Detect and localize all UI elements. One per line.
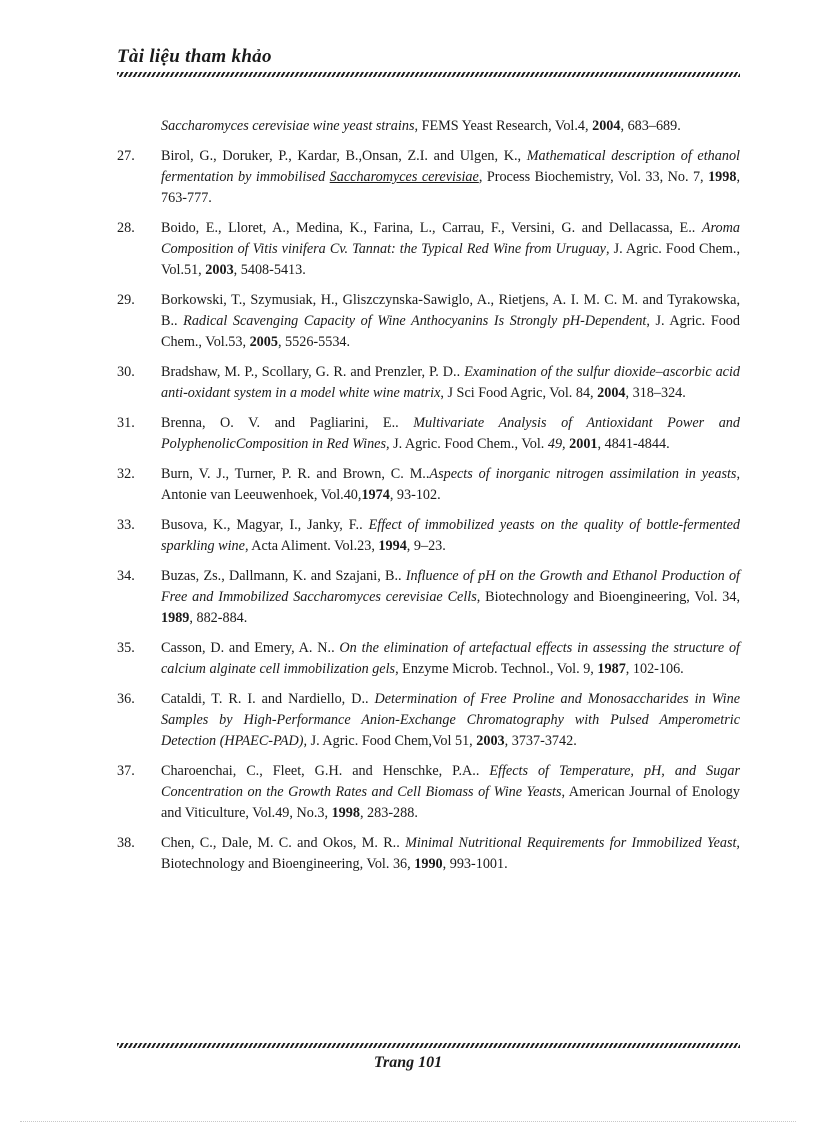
reference-number: 32. [117,466,135,482]
reference-pages: , 9–23. [406,538,446,554]
reference-authors: Borkowski, T., Szymusiak, H., Gliszczynska-Sawiglo, A., Rietjens, A. I. M. C. M. and Tyrakowska, B.. [161,292,740,329]
reference-number: 34. [117,568,135,584]
reference-source: , FEMS Yeast Research, Vol.4, [414,118,593,134]
reference-volume: 49, [547,436,570,452]
reference-year: 2005 [249,334,278,350]
reference-pages: , 93-102. [389,487,441,503]
reference-authors: Cataldi, T. R. I. and Nardiello, D.. [161,691,375,707]
reference-title: Aroma Composition of Vitis vinifera Cv. Tannat: the Typical Red Wine from Uruguay [161,220,740,257]
reference-item [117,146,740,209]
reference-year: 1989 [161,610,190,626]
reference-source: Biotechnology and Bioengineering, Vol. 36, [161,856,415,872]
reference-year: 1987 [597,661,626,677]
reference-pages: , 993-1001. [442,856,508,872]
reference-number: 31. [117,415,135,431]
reference-title: Aspects of inorganic nitrogen assimilation in yeasts [429,466,737,482]
reference-number: 37. [117,763,135,779]
reference-number: 35. [117,640,135,656]
reference-item [117,638,740,680]
reference-title: Mathematical description of ethanol fermentation by immobilised [161,148,740,185]
reference-year: 1990 [414,856,443,872]
reference-item [117,464,740,506]
reference-item [117,218,740,281]
reference-year: 2004 [592,118,621,134]
reference-year: 2003 [476,733,505,749]
reference-authors: Birol, G., Doruker, P., Kardar, B.,Onsan, Z.I. and Ulgen, K., [161,148,527,164]
reference-title: Effect of immobilized yeasts on the quality of bottle-fermented sparkling wine [161,517,740,554]
reference-pages: , 3737-3742. [504,733,577,749]
reference-source: , American Journal of Enology and Viticulture, Vol.49, No.3, [161,784,740,821]
reference-pages: , 5526-5534. [277,334,351,350]
reference-year: 2001 [569,436,598,452]
reference-item [117,290,740,353]
reference-year: 2004 [597,385,626,401]
reference-list [117,116,740,884]
reference-continuation [117,116,740,137]
reference-pages: , 763-777. [161,169,740,206]
reference-pages: , 683–689. [620,118,681,134]
reference-year: 1998 [331,805,360,821]
reference-pages: , 102-106. [625,661,684,677]
reference-pages: , 5408-5413. [233,262,306,278]
reference-item [117,515,740,557]
reference-number: 33. [117,517,135,533]
reference-pages: , 882-884. [189,610,248,626]
reference-title: Effects of Temperature, pH, and Sugar Concentration on the Growth Rates and Cell Biomass of Wine Yeasts [161,763,740,800]
reference-title: Multivariate Analysis of Antioxidant Power and PolyphenolicComposition in Red Wines, [161,415,740,452]
reference-source: , Acta Aliment. Vol.23, [244,538,379,554]
reference-source: , Process Biochemistry, Vol. 33, No. 7, [478,169,709,185]
reference-authors: Chen, C., Dale, M. C. and Okos, M. R.. [161,835,406,851]
page-number: Trang 101 [373,1054,443,1071]
reference-source: , J. Agric. Food Chem., Vol.53, [161,313,740,350]
reference-number: 38. [117,835,135,851]
reference-title-underlined: Saccharomyces cerevisiae [329,169,479,185]
page-header-title: Tài liệu tham khảo [117,46,272,67]
reference-authors: Buzas, Zs., Dallmann, K. and Szajani, B.. [161,568,406,584]
reference-number: 29. [117,292,135,308]
reference-pages: , 318–324. [625,385,686,401]
reference-source: , Biotechnology and Bioengineering, Vol. 34, [476,589,740,605]
header-divider [117,72,740,77]
reference-source: J. Agric. Food Chem., Vol. [389,436,548,452]
reference-number: 30. [117,364,135,380]
reference-year: 2003 [205,262,234,278]
reference-year: 1994 [378,538,407,554]
reference-source: , Enzyme Microb. Technol., Vol. 9, [395,661,598,677]
reference-title: Radical Scavenging Capacity of Wine Anthocyanins Is Strongly pH-Dependent [183,313,647,329]
reference-authors: Burn, V. J., Turner, P. R. and Brown, C. M.. [161,466,430,482]
reference-item [117,761,740,824]
reference-source: , J Sci Food Agric, Vol. 84, [440,385,598,401]
reference-item [117,566,740,629]
reference-title: Influence of pH on the Growth and Ethanol Production of Free and Immobilized Saccharomyces cerevisiae Cells [161,568,740,605]
reference-item [117,689,740,752]
reference-source: J. Agric. Food Chem,Vol 51, [307,733,477,749]
reference-authors: Charoenchai, C., Fleet, G.H. and Henschke, P.A.. [161,763,490,779]
reference-number: 27. [117,148,135,164]
reference-authors: Busova, K., Magyar, I., Janky, F.. [161,517,369,533]
reference-source: , Antonie van Leeuwenhoek, Vol.40, [161,466,740,503]
reference-item [117,413,740,455]
reference-authors: Boido, E., Lloret, A., Medina, K., Farina, L., Carrau, F., Versini, G. and Dellacassa, E.. [161,220,702,236]
reference-year: 1974 [361,487,390,503]
reference-source: , J. Agric. Food Chem., Vol.51, [161,241,740,278]
footer-divider [117,1043,740,1048]
reference-number: 36. [117,691,135,707]
reference-authors: Casson, D. and Emery, A. N.. [161,640,340,656]
reference-number: 28. [117,220,135,236]
reference-year: 1998 [708,169,737,185]
reference-item [117,833,740,875]
reference-pages: , 283-288. [359,805,418,821]
reference-title: On the elimination of artefactual effects in assessing the structure of calcium alginate cell immobilization gels [161,640,740,677]
reference-title: Determination of Free Proline and Monosaccharides in Wine Samples by High-Performance Anion-Exchange Chromatography with Pulsed Amperometric Detection (HPAEC-PAD), [161,691,740,749]
reference-authors: Brenna, O. V. and Pagliarini, E.. [161,415,414,431]
reference-title: Saccharomyces cerevisiae wine yeast strains [161,118,415,134]
reference-title: Examination of the sulfur dioxide–ascorbic acid anti-oxidant system in a model white wine matrix [161,364,740,401]
reference-pages: , 4841-4844. [597,436,670,452]
reference-title: Minimal Nutritional Requirements for Immobilized Yeast, [405,835,740,851]
reference-authors: Bradshaw, M. P., Scollary, G. R. and Prenzler, P. D.. [161,364,465,380]
reference-item [117,362,740,404]
